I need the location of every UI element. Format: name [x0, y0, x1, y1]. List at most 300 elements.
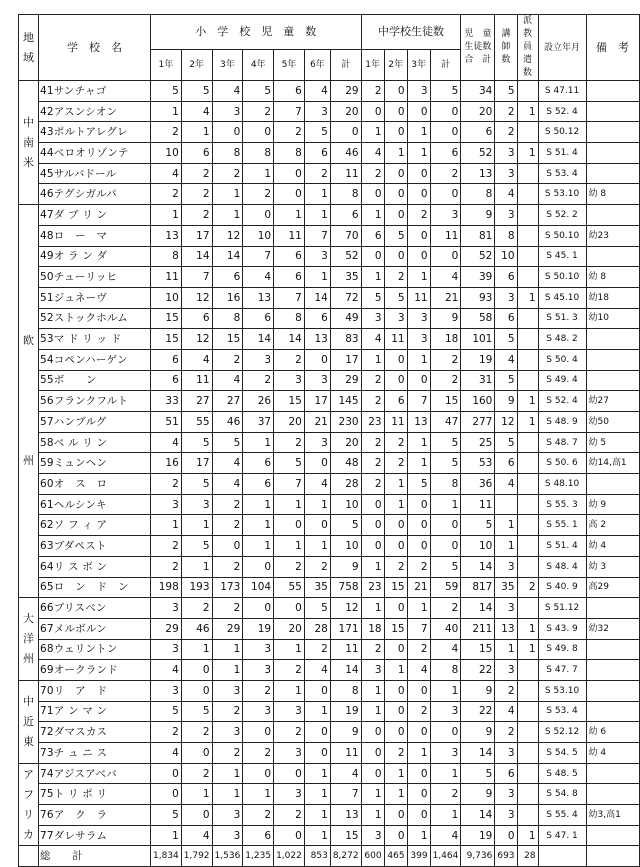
middle-count: 2 [407, 205, 430, 226]
middle-count: 3 [430, 205, 461, 226]
total-count: 14 [461, 556, 495, 577]
dispatched-count [517, 680, 538, 701]
elem-count: 5 [151, 805, 182, 826]
table-row [19, 81, 640, 102]
school-name: 41サンチャゴ [39, 81, 151, 102]
founded-date: S 43. 9 [538, 618, 586, 639]
dispatched-count [517, 349, 538, 370]
elem-count: 5 [243, 81, 274, 102]
elem-count: 29 [330, 370, 361, 391]
middle-count: 9 [430, 308, 461, 329]
elem-count: 1 [181, 515, 212, 536]
elem-count: 2 [212, 598, 243, 619]
middle-count: 5 [361, 287, 384, 308]
elem-count: 2 [181, 763, 212, 784]
dispatched-count [517, 598, 538, 619]
table-row [19, 743, 640, 764]
elem-count: 2 [274, 660, 305, 681]
elem-count: 13 [243, 287, 274, 308]
elem-count: 28 [330, 474, 361, 495]
dispatched-count [517, 556, 538, 577]
dispatched-count [517, 784, 538, 805]
founded-date: S 54. 8 [538, 784, 586, 805]
elem-count: 6 [181, 308, 212, 329]
dispatched-count [517, 660, 538, 681]
elem-count: 4 [304, 474, 330, 495]
elem-count: 171 [330, 618, 361, 639]
elem-count: 6 [330, 205, 361, 226]
middle-count: 3 [384, 308, 407, 329]
middle-count: 0 [361, 743, 384, 764]
elem-count: 0 [274, 515, 305, 536]
middle-count: 0 [384, 370, 407, 391]
elem-count: 2 [243, 743, 274, 764]
middle-count: 2 [430, 370, 461, 391]
dispatched-count [517, 763, 538, 784]
middle-count: 0 [430, 722, 461, 743]
remarks: 幼32 [586, 618, 639, 639]
elem-count: 1 [151, 205, 182, 226]
school-name: 70リ ア ド [39, 680, 151, 701]
totals-elem: 1,792 [181, 846, 212, 867]
elem-count: 7 [304, 225, 330, 246]
middle-count: 21 [430, 287, 461, 308]
grade-header-elem: 2年 [181, 49, 212, 80]
elem-count: 0 [181, 743, 212, 764]
founded-date: S 45.10 [538, 287, 586, 308]
middle-count: 2 [384, 743, 407, 764]
dispatched-count [517, 370, 538, 391]
school-name: 76ア ク ラ [39, 805, 151, 826]
grade-header-mid: 3年 [407, 49, 430, 80]
elem-count: 2 [181, 598, 212, 619]
elem-count: 13 [304, 329, 330, 350]
elem-count: 1 [212, 763, 243, 784]
elem-count: 1 [304, 184, 330, 205]
remarks [586, 370, 639, 391]
middle-count: 1 [361, 701, 384, 722]
middle-count: 2 [361, 453, 384, 474]
founded-date: S 50.10 [538, 225, 586, 246]
table-row [19, 453, 640, 474]
elem-count: 6 [304, 143, 330, 164]
middle-count: 1 [407, 825, 430, 846]
middle-count: 0 [407, 494, 430, 515]
founded-date: S 47. 1 [538, 825, 586, 846]
teacher-count: 3 [495, 163, 517, 184]
elem-count: 17 [181, 225, 212, 246]
middle-count: 18 [430, 329, 461, 350]
middle-count: 0 [430, 122, 461, 143]
elem-count: 1 [304, 494, 330, 515]
middle-count: 4 [361, 143, 384, 164]
founded-date: S 52. 2 [538, 205, 586, 226]
school-name: 68ウェリントン [39, 639, 151, 660]
elem-count: 72 [330, 287, 361, 308]
middle-count: 11 [407, 287, 430, 308]
middle-count: 0 [407, 184, 430, 205]
remarks: 幼 6 [586, 722, 639, 743]
remarks [586, 349, 639, 370]
elem-count: 1 [304, 825, 330, 846]
school-name: 67メルボルン [39, 618, 151, 639]
elem-count: 2 [304, 556, 330, 577]
middle-count: 0 [407, 784, 430, 805]
total-count: 39 [461, 267, 495, 288]
elem-count: 20 [330, 101, 361, 122]
elem-count: 7 [243, 246, 274, 267]
remarks: 幼 8 [586, 267, 639, 288]
elem-count: 6 [181, 143, 212, 164]
middle-count: 40 [430, 618, 461, 639]
elem-count: 15 [330, 825, 361, 846]
elem-count: 3 [212, 101, 243, 122]
middle-count: 2 [430, 163, 461, 184]
middle-count: 1 [361, 556, 384, 577]
elem-count: 1 [304, 784, 330, 805]
total-count: 22 [461, 660, 495, 681]
elem-count: 2 [212, 515, 243, 536]
middle-count: 0 [407, 163, 430, 184]
total-count: 25 [461, 432, 495, 453]
teacher-count: 1 [495, 536, 517, 557]
middle-count: 1 [384, 763, 407, 784]
elem-count: 4 [212, 453, 243, 474]
middle-count: 1 [430, 494, 461, 515]
middle-count: 59 [430, 577, 461, 598]
total-count: 6 [461, 122, 495, 143]
total-count: 36 [461, 474, 495, 495]
middle-count: 0 [407, 722, 430, 743]
middle-count: 3 [407, 308, 430, 329]
elem-count: 0 [243, 598, 274, 619]
middle-count: 0 [384, 805, 407, 826]
elem-count: 15 [151, 308, 182, 329]
elem-count: 2 [151, 536, 182, 557]
middle-count: 0 [384, 163, 407, 184]
table-row [19, 370, 640, 391]
middle-count: 2 [361, 391, 384, 412]
founded-date: S 55. 3 [538, 494, 586, 515]
school-name: 56フランクフルト [39, 391, 151, 412]
middle-count: 2 [384, 432, 407, 453]
table-row [19, 639, 640, 660]
middle-count: 0 [407, 680, 430, 701]
elem-count: 0 [243, 722, 274, 743]
totals-dispatched: 28 [517, 846, 538, 867]
elem-count: 6 [274, 246, 305, 267]
elem-count: 6 [243, 825, 274, 846]
total-count: 15 [461, 639, 495, 660]
teacher-count: 3 [495, 660, 517, 681]
elem-count: 11 [274, 225, 305, 246]
middle-count: 0 [384, 598, 407, 619]
middle-count: 1 [407, 598, 430, 619]
elem-count: 7 [274, 101, 305, 122]
elem-count: 14 [243, 329, 274, 350]
grade-header-elem: 1年 [151, 49, 182, 80]
total-count: 93 [461, 287, 495, 308]
middle-count: 0 [384, 536, 407, 557]
elem-count: 29 [151, 618, 182, 639]
elem-count: 1 [304, 205, 330, 226]
elem-count: 9 [330, 556, 361, 577]
totals-spacer [19, 846, 39, 867]
middle-count: 0 [430, 184, 461, 205]
elem-count: 193 [181, 577, 212, 598]
elem-count: 3 [212, 722, 243, 743]
elem-count: 13 [330, 805, 361, 826]
elem-count: 15 [151, 329, 182, 350]
elem-count: 1 [304, 805, 330, 826]
middle-count: 1 [407, 453, 430, 474]
table-row [19, 763, 640, 784]
total-count: 9 [461, 784, 495, 805]
founded-date: S 47.11 [538, 81, 586, 102]
dispatched-count [517, 81, 538, 102]
middle-count: 1 [407, 349, 430, 370]
elem-count: 8 [212, 308, 243, 329]
middle-count: 3 [407, 81, 430, 102]
elem-count: 3 [151, 639, 182, 660]
total-count: 9 [461, 680, 495, 701]
elem-count: 20 [330, 432, 361, 453]
elem-count: 21 [304, 412, 330, 433]
middle-count: 0 [384, 701, 407, 722]
dispatched-count [517, 494, 538, 515]
elem-count: 10 [151, 143, 182, 164]
total-count: 58 [461, 308, 495, 329]
elem-count: 2 [181, 722, 212, 743]
dispatched-count: 2 [517, 577, 538, 598]
elem-count: 5 [274, 453, 305, 474]
table-row [19, 287, 640, 308]
school-name: 44ベロオリゾンテ [39, 143, 151, 164]
dispatched-count: 1 [517, 101, 538, 122]
table-row [19, 246, 640, 267]
elem-count: 48 [330, 453, 361, 474]
header-teachers: 講 師 数 [495, 15, 517, 81]
middle-count: 3 [361, 660, 384, 681]
middle-count: 8 [430, 660, 461, 681]
remarks [586, 763, 639, 784]
elem-count: 3 [243, 349, 274, 370]
remarks [586, 639, 639, 660]
elem-count: 1 [212, 784, 243, 805]
totals-remarks [586, 846, 639, 867]
elem-count: 37 [243, 412, 274, 433]
elem-count: 2 [274, 722, 305, 743]
elem-count: 7 [274, 287, 305, 308]
elem-count: 0 [304, 515, 330, 536]
elem-count: 0 [330, 122, 361, 143]
table-row [19, 122, 640, 143]
dispatched-count [517, 163, 538, 184]
elem-count: 8 [330, 184, 361, 205]
elem-count: 3 [181, 494, 212, 515]
elem-count: 1 [274, 494, 305, 515]
middle-count: 2 [361, 370, 384, 391]
school-name: 71ア ン マ ン [39, 701, 151, 722]
middle-count: 1 [361, 598, 384, 619]
elem-count: 3 [304, 370, 330, 391]
elem-count: 4 [212, 474, 243, 495]
totals-elem: 8,272 [330, 846, 361, 867]
remarks [586, 122, 639, 143]
totals-elem: 1,235 [243, 846, 274, 867]
middle-count: 0 [361, 101, 384, 122]
elem-count: 1 [304, 267, 330, 288]
elem-count: 10 [330, 494, 361, 515]
dispatched-count [517, 225, 538, 246]
elem-count: 8 [151, 246, 182, 267]
elem-count: 3 [243, 660, 274, 681]
school-name: 62ソ フ ィ ア [39, 515, 151, 536]
elem-count: 5 [212, 432, 243, 453]
school-name: 72ダマスカス [39, 722, 151, 743]
elem-count: 4 [243, 267, 274, 288]
elem-count: 2 [274, 122, 305, 143]
elem-count: 12 [212, 225, 243, 246]
elem-count: 4 [151, 163, 182, 184]
elem-count: 13 [151, 225, 182, 246]
middle-count: 0 [384, 184, 407, 205]
remarks: 幼3,高1 [586, 805, 639, 826]
teacher-count: 3 [495, 556, 517, 577]
elem-count: 5 [181, 536, 212, 557]
total-count: 10 [461, 536, 495, 557]
schools-table [18, 14, 640, 867]
elem-count: 0 [181, 680, 212, 701]
elem-count: 14 [212, 246, 243, 267]
elem-count: 11 [330, 743, 361, 764]
middle-count: 0 [384, 246, 407, 267]
table-row [19, 805, 640, 826]
founded-date: S 48. 2 [538, 329, 586, 350]
elem-count: 14 [181, 246, 212, 267]
school-name: 53マ ド リ ッ ド [39, 329, 151, 350]
elem-count: 6 [304, 308, 330, 329]
table-row [19, 412, 640, 433]
dispatched-count: 1 [517, 639, 538, 660]
teacher-count: 8 [495, 225, 517, 246]
middle-count: 1 [384, 143, 407, 164]
school-name: 61ヘルシンキ [39, 494, 151, 515]
elem-count: 17 [304, 391, 330, 412]
elem-count: 0 [274, 598, 305, 619]
elem-count: 2 [151, 474, 182, 495]
elem-count: 5 [181, 432, 212, 453]
region-label: 中 近 東 [19, 680, 39, 763]
middle-count: 0 [361, 494, 384, 515]
teacher-count: 3 [495, 805, 517, 826]
elem-count: 0 [274, 763, 305, 784]
middle-count: 1 [361, 267, 384, 288]
elem-count: 1 [304, 536, 330, 557]
middle-count: 1 [361, 784, 384, 805]
elem-count: 1 [304, 763, 330, 784]
total-count: 817 [461, 577, 495, 598]
teacher-count: 4 [495, 701, 517, 722]
founded-date: S 45. 1 [538, 246, 586, 267]
elem-count: 4 [304, 81, 330, 102]
dispatched-count [517, 701, 538, 722]
middle-count: 0 [384, 722, 407, 743]
elem-count: 0 [243, 205, 274, 226]
elem-count: 3 [304, 246, 330, 267]
middle-count: 1 [407, 743, 430, 764]
elem-count: 55 [181, 412, 212, 433]
teacher-count: 35 [495, 577, 517, 598]
school-name: 69オークランド [39, 660, 151, 681]
elem-count: 8 [274, 143, 305, 164]
elem-count: 3 [151, 598, 182, 619]
middle-count: 2 [430, 598, 461, 619]
elem-count: 29 [212, 618, 243, 639]
elem-count: 35 [330, 267, 361, 288]
middle-count: 0 [361, 763, 384, 784]
dispatched-count [517, 432, 538, 453]
elem-count: 4 [181, 825, 212, 846]
total-count: 34 [461, 81, 495, 102]
dispatched-count [517, 205, 538, 226]
remarks: 幼10 [586, 308, 639, 329]
total-count: 101 [461, 329, 495, 350]
teacher-count: 1 [495, 639, 517, 660]
elem-count: 49 [330, 308, 361, 329]
middle-count: 2 [361, 432, 384, 453]
middle-count: 0 [407, 763, 430, 784]
school-name: 74アジスアベバ [39, 763, 151, 784]
middle-count: 5 [384, 287, 407, 308]
dispatched-count [517, 722, 538, 743]
teacher-count: 2 [495, 101, 517, 122]
middle-count: 0 [407, 225, 430, 246]
remarks: 幼 9 [586, 494, 639, 515]
remarks: 幼14,高1 [586, 453, 639, 474]
teacher-count: 3 [495, 143, 517, 164]
dispatched-count [517, 536, 538, 557]
elem-count: 104 [243, 577, 274, 598]
totals-elem: 1,834 [151, 846, 182, 867]
middle-count: 23 [361, 412, 384, 433]
middle-count: 0 [384, 205, 407, 226]
elem-count: 27 [212, 391, 243, 412]
elem-count: 5 [181, 701, 212, 722]
elem-count: 2 [243, 370, 274, 391]
elem-count: 3 [274, 743, 305, 764]
total-count: 11 [461, 494, 495, 515]
remarks: 幼 8 [586, 184, 639, 205]
table-row [19, 391, 640, 412]
elem-count: 6 [243, 453, 274, 474]
elem-count: 3 [274, 784, 305, 805]
dispatched-count [517, 805, 538, 826]
remarks [586, 205, 639, 226]
elem-count: 9 [330, 722, 361, 743]
middle-count: 11 [384, 412, 407, 433]
middle-count: 6 [361, 225, 384, 246]
elem-count: 35 [304, 577, 330, 598]
founded-date: S 51. 4 [538, 143, 586, 164]
totals-total: 9,736 [461, 846, 495, 867]
founded-date: S 48. 9 [538, 412, 586, 433]
teacher-count: 3 [495, 287, 517, 308]
total-count: 53 [461, 453, 495, 474]
total-count: 52 [461, 143, 495, 164]
middle-count: 1 [430, 763, 461, 784]
elem-count: 12 [181, 287, 212, 308]
